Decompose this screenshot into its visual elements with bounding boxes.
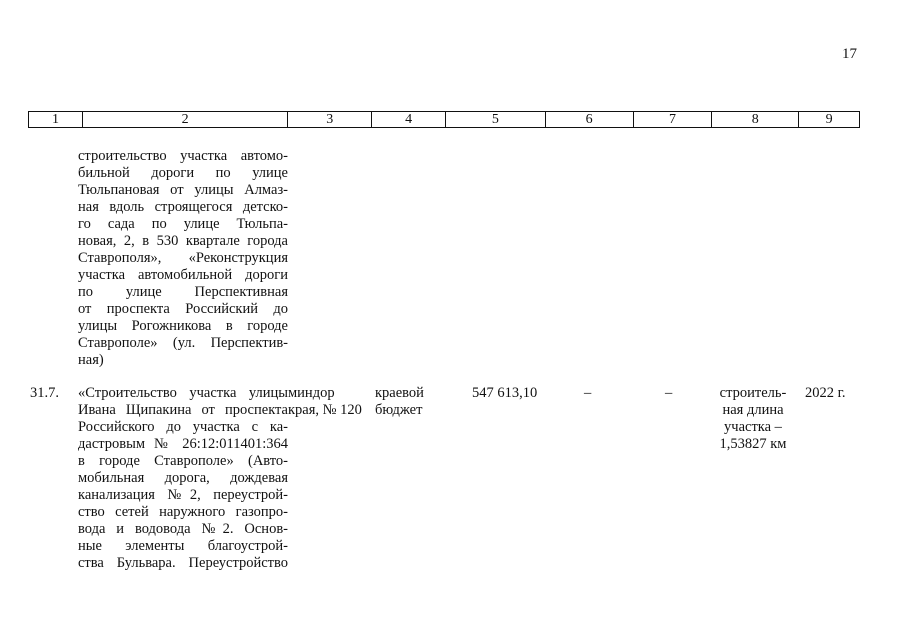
col-7-dash: – xyxy=(665,385,673,401)
text-line: ства Бульвара. Переустройство xyxy=(78,555,288,571)
text-line: в городе Ставрополе» (Авто- xyxy=(78,453,288,469)
continued-row-description xyxy=(78,148,288,369)
text-line: Ставрополя», «Реконструкция xyxy=(78,250,288,266)
year-value: 2022 г. xyxy=(805,385,846,401)
header-col-1: 1 xyxy=(51,112,59,127)
header-col-2: 2 xyxy=(82,112,288,127)
text-line: ная вдоль строящегося детско- xyxy=(78,199,288,215)
header-col-4: 4 xyxy=(371,112,445,127)
header-col-8: 8 xyxy=(711,112,798,127)
text-line: бильной дороги по улице xyxy=(78,165,288,181)
text-line: бюджет xyxy=(375,402,423,418)
header-col-7: 7 xyxy=(633,112,712,127)
text-line: Российского до участка с ка- xyxy=(78,419,288,435)
text-line: краевой xyxy=(375,385,424,401)
text-line: го сада по улице Тюльпа- xyxy=(78,216,288,232)
text-line: Ивана Щипакина от проспекта xyxy=(78,402,288,418)
text-line: Тюльпановая от улицы Алмаз- xyxy=(78,182,288,198)
header-col-6: 6 xyxy=(545,112,633,127)
text-line: по улице Перспективная xyxy=(78,284,288,300)
col-6-dash: – xyxy=(584,385,592,401)
text-line: участка – xyxy=(724,419,782,435)
text-line: ство сетей наружного газопро- xyxy=(78,504,288,520)
header-col-3: 3 xyxy=(287,112,371,127)
text-line: 1,53827 км xyxy=(719,436,787,452)
text-line: ные элементы благоустрой- xyxy=(78,538,288,554)
amount-value: 547 613,10 xyxy=(472,385,538,401)
header-col-9: 9 xyxy=(798,112,859,127)
text-line: ная длина xyxy=(722,402,784,418)
row-31-7-description xyxy=(78,385,288,572)
text-line: строитель- xyxy=(719,385,787,401)
text-line: мобильная дорога, дождевая xyxy=(78,470,288,486)
text-line: края, № 120 xyxy=(288,402,362,418)
text-line: дастровым № 26:12:011401:364 xyxy=(78,436,288,452)
text-line: «Строительство участка улицы xyxy=(78,385,288,401)
header-col-5: 5 xyxy=(445,112,545,127)
text-line: канализация №2, переустрой- xyxy=(78,487,288,503)
responsible-body xyxy=(288,385,362,419)
text-line: вода и водовода №2. Основ- xyxy=(78,521,288,537)
text-line: улицы Рогожникова в городе xyxy=(78,318,288,334)
text-line: новая, 2, в 530 квартале города xyxy=(78,233,288,249)
capacity-description xyxy=(712,385,794,453)
table-header-row xyxy=(28,111,860,128)
row-number: 31.7. xyxy=(30,385,59,401)
text-line: Ставрополе» (ул. Перспектив- xyxy=(78,335,288,351)
funding-source xyxy=(375,385,424,419)
text-line: от проспекта Российский до xyxy=(78,301,288,317)
text-line: участка автомобильной дороги xyxy=(78,267,288,283)
page-number: 17 xyxy=(842,46,857,62)
text-line: ная) xyxy=(78,352,104,368)
text-line: строительство участка автомо- xyxy=(78,148,288,164)
text-line: миндор xyxy=(288,385,335,401)
